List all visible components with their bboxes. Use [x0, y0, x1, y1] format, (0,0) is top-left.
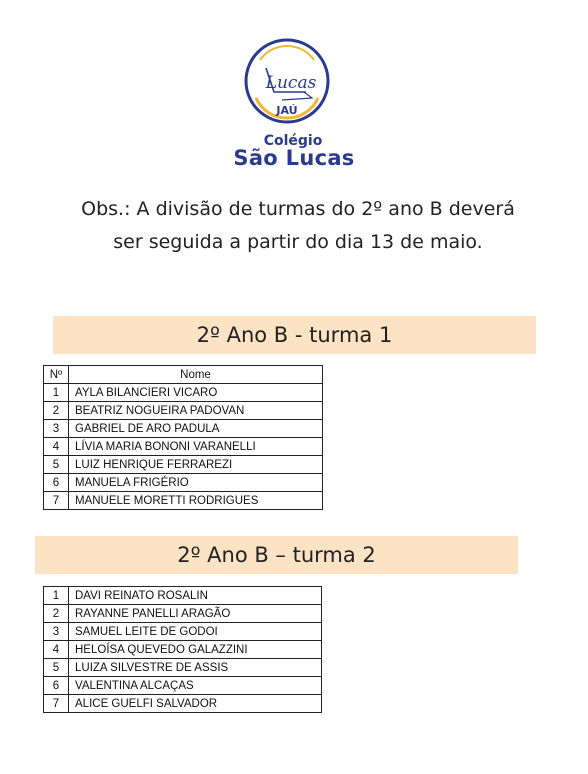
table-row: [44, 402, 323, 420]
row-number: 7: [44, 492, 69, 510]
student-name: LUIZ HENRIQUE FERRAREZI: [69, 456, 323, 474]
table-row: [44, 474, 323, 492]
class1-title: 2º Ano B - turma 1: [53, 316, 536, 354]
student-name: BEATRIZ NOGUEIRA PADOVAN: [69, 402, 323, 420]
student-name: VALENTINA ALCAÇAS: [69, 677, 322, 695]
notice-line2: ser seguida a partir do dia 13 de maio.: [113, 231, 483, 253]
header-number: Nº: [44, 366, 69, 384]
row-number: 2: [44, 402, 69, 420]
row-number: 5: [44, 456, 69, 474]
notice-text: [40, 193, 556, 259]
student-name: LUIZA SILVESTRE DE ASSIS: [69, 659, 322, 677]
class2-table-body: [44, 587, 322, 713]
student-name: LÍVIA MARIA BONONI VARANELLI: [69, 438, 323, 456]
student-name: RAYANNE PANELLI ARAGÃO: [69, 605, 322, 623]
student-name: MANUELE MORETTI RODRIGUES: [69, 492, 323, 510]
class1-table-body: [44, 384, 323, 510]
student-name: AYLA BILANCIERI VICARO: [69, 384, 323, 402]
table-row: [44, 623, 322, 641]
notice-line1: Obs.: A divisão de turmas do 2º ano B deverá: [81, 198, 515, 220]
table-row: [44, 456, 323, 474]
header-name: Nome: [69, 366, 323, 384]
class1-table: [43, 365, 323, 510]
student-name: DAVI REINATO ROSALIN: [69, 587, 322, 605]
table-row: [44, 641, 322, 659]
table-row: [44, 677, 322, 695]
table-row: [44, 605, 322, 623]
row-number: 1: [44, 384, 69, 402]
school-name-line2: São Lucas: [233, 146, 355, 170]
logo-city-text: JAÚ: [276, 104, 298, 117]
row-number: 3: [44, 420, 69, 438]
student-name: GABRIEL DE ARO PADULA: [69, 420, 323, 438]
row-number: 5: [44, 659, 69, 677]
school-logo: [244, 38, 330, 124]
table-row: [44, 587, 322, 605]
table-row: [44, 695, 322, 713]
row-number: 4: [44, 641, 69, 659]
table-row: [44, 438, 323, 456]
class2-title: 2º Ano B – turma 2: [35, 536, 518, 574]
table-row: [44, 420, 323, 438]
row-number: 3: [44, 623, 69, 641]
row-number: 1: [44, 587, 69, 605]
school-name-line1: Colégio: [263, 133, 323, 149]
table-header-row: [44, 366, 323, 384]
class2-table: [43, 586, 322, 713]
table-row: [44, 384, 323, 402]
logo-script-text: Lucas: [265, 73, 317, 93]
row-number: 7: [44, 695, 69, 713]
student-name: SAMUEL LEITE DE GODOI: [69, 623, 322, 641]
row-number: 6: [44, 474, 69, 492]
row-number: 6: [44, 677, 69, 695]
table-row: [44, 492, 323, 510]
student-name: MANUELA FRIGÉRIO: [69, 474, 323, 492]
table-row: [44, 659, 322, 677]
row-number: 4: [44, 438, 69, 456]
student-name: HELOÍSA QUEVEDO GALAZZINI: [69, 641, 322, 659]
student-name: ALICE GUELFI SALVADOR: [69, 695, 322, 713]
row-number: 2: [44, 605, 69, 623]
